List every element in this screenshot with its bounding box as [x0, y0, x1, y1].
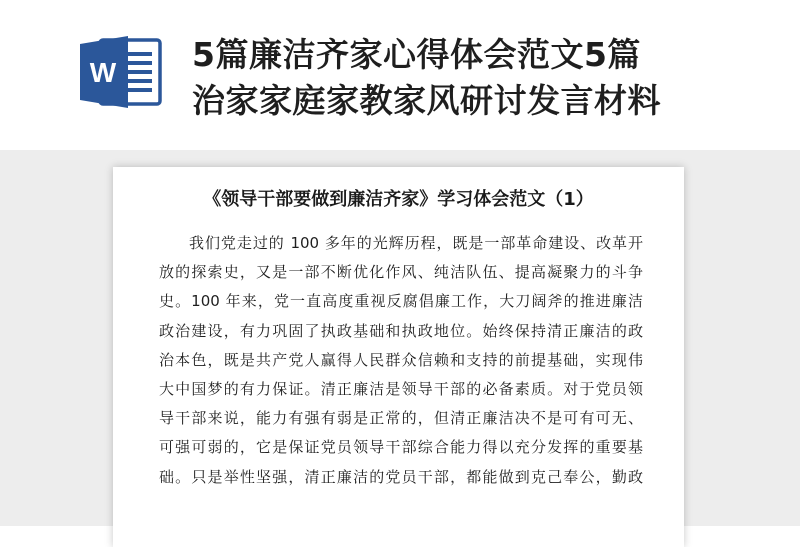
title-line-2: 治家家庭家教家风研讨发言材料	[192, 81, 661, 120]
paragraph-line: 础。只是举性坚强，清正廉洁的党员干部，都能做到克己奉公，勤政	[159, 467, 643, 486]
header	[0, 0, 800, 150]
paragraph-line: 史。100 年来，党一直高度重视反腐倡廉工作，大刀阔斧的推进廉洁	[159, 292, 643, 311]
paragraph-line: 我们党走过的 100 多年的光辉历程，既是一部革命建设、改革开	[189, 234, 643, 252]
paragraph-line: 放的探索史，又是一部不断优化作风、纯洁队伍、提高凝聚力的斗争	[159, 263, 643, 282]
word-letter: W	[89, 57, 117, 88]
paragraph-line: 可强可弱的，它是保证党员领导干部综合能力得以充分发挥的重要基	[159, 438, 643, 457]
page-title	[192, 32, 782, 124]
paragraph-line: 大中国梦的有力保证。清正廉洁是领导干部的必备素质。对于党员领	[159, 379, 643, 398]
paragraph-line: 治本色，既是共产党人赢得人民群众信赖和支持的前提基础，实现伟	[159, 350, 643, 369]
paragraph-line: 政治建设，有力巩固了执政基础和执政地位。始终保持清正廉洁的政	[159, 321, 643, 340]
title-line-1: 5篇廉洁齐家心得体会范文5篇	[192, 35, 641, 74]
document-heading: 《领导干部要做到廉洁齐家》学习体会范文（1）	[203, 189, 594, 210]
paragraph-line: 导干部来说，能力有强有弱是正常的，但清正廉洁决不是可有可无、	[159, 409, 643, 428]
document-page	[113, 167, 684, 547]
document-paragraph	[159, 229, 643, 492]
word-document-icon	[78, 34, 164, 110]
